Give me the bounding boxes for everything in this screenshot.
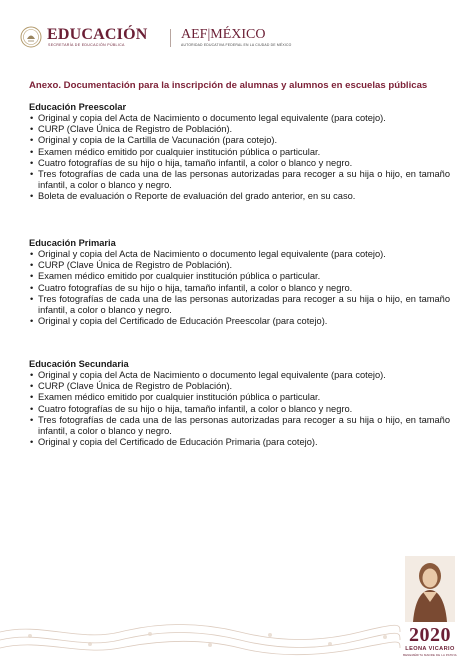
bullet-icon: • (30, 437, 34, 448)
bullet-icon: • (30, 169, 34, 180)
list-item (29, 381, 450, 392)
list-item (29, 294, 450, 316)
list-item-text: Tres fotografías de cada una de las personas autorizadas para recoger a su hija o hijo, en tamaño infantil, a color o blanco y negro. (38, 293, 450, 316)
leona-vicario-portrait-icon (405, 556, 455, 622)
list-item-text: Original y copia del Acta de Nacimiento o documento legal equivalente (para cotejo). (38, 249, 386, 259)
list-item (29, 158, 450, 169)
list-item (29, 135, 450, 146)
list-item (29, 283, 450, 294)
section-preescolar (29, 101, 450, 203)
list-item (29, 437, 450, 448)
bullet-icon: • (30, 271, 34, 282)
list-item-text: Examen médico emitido por cualquier institución pública o particular. (38, 271, 321, 282)
list-item (29, 249, 450, 260)
list-item (29, 392, 450, 403)
list-item (29, 260, 450, 271)
bullet-icon: • (30, 370, 34, 380)
list-item-text: Boleta de evaluación o Reporte de evaluación del grado anterior, en su caso. (38, 191, 356, 202)
list-item (29, 113, 450, 124)
list-item-text: Original y copia del Acta de Nacimiento o documento legal equivalente (para cotejo). (38, 370, 386, 380)
list-item (29, 147, 450, 158)
page-header (20, 26, 460, 52)
footer-subtitle: BENEMÉRITA MADRE DE LA PATRIA (403, 653, 457, 657)
footer-year: 2020 (409, 624, 451, 646)
bullet-icon: • (30, 282, 34, 293)
list-item-text: Original y copia del Certificado de Educación Preescolar (para cotejo). (38, 316, 328, 327)
list-item (29, 191, 450, 202)
list-item (29, 370, 450, 381)
section-heading: Educación Preescolar (29, 102, 127, 112)
list-item (29, 169, 450, 191)
list-item-text: Original y copia del Certificado de Educación Primaria (para cotejo). (38, 437, 318, 448)
list-item (29, 271, 450, 282)
list-item (29, 316, 450, 327)
bullet-icon: • (30, 135, 34, 146)
list-item-text: Examen médico emitido por cualquier institución pública o particular. (38, 392, 321, 403)
section-secundaria (29, 358, 450, 448)
list-item-text: Original y copia del Acta de Nacimiento o documento legal equivalente (para cotejo). (38, 113, 386, 123)
list-item-text: CURP (Clave Única de Registro de Población). (38, 124, 233, 135)
header-divider (170, 29, 171, 47)
section-heading: Educación Secundaria (29, 359, 129, 369)
bullet-icon: • (30, 249, 34, 259)
footer-name: LEONA VICARIO (405, 646, 455, 652)
bullet-icon: • (30, 381, 34, 392)
requirements-list (29, 370, 450, 448)
list-item (29, 124, 450, 135)
bullet-icon: • (30, 403, 34, 414)
list-item-text: Cuatro fotografías de su hijo o hija, tamaño infantil, a color o blanco y negro. (38, 282, 353, 293)
list-item (29, 404, 450, 415)
list-item-text: Examen médico emitido por cualquier institución pública o particular. (38, 146, 321, 157)
bullet-icon: • (30, 124, 34, 135)
bullet-icon: • (30, 316, 34, 327)
aef-logo-text: AEF|MÉXICO (181, 27, 266, 42)
section-heading: Educación Primaria (29, 238, 116, 248)
education-logo-subtitle: SECRETARÍA DE EDUCACIÓN PÚBLICA (48, 43, 125, 47)
aef-logo-subtitle: AUTORIDAD EDUCATIVA FEDERAL EN LA CIUDAD DE MÉXICO (181, 43, 292, 47)
list-item-text: Cuatro fotografías de su hijo o hija, tamaño infantil, a color o blanco y negro. (38, 403, 353, 414)
bullet-icon: • (30, 191, 34, 202)
list-item-text: Original y copia de la Cartilla de Vacunación (para cotejo). (38, 135, 278, 146)
bullet-icon: • (30, 157, 34, 168)
bullet-icon: • (30, 146, 34, 157)
bullet-icon: • (30, 113, 34, 123)
requirements-list (29, 113, 450, 203)
list-item-text: CURP (Clave Única de Registro de Población). (38, 260, 233, 271)
bullet-icon: • (30, 293, 34, 304)
requirements-list (29, 249, 450, 327)
list-item (29, 415, 450, 437)
list-item-text: CURP (Clave Única de Registro de Población). (38, 381, 233, 392)
national-seal-icon (20, 26, 42, 48)
bullet-icon: • (30, 392, 34, 403)
list-item-text: Tres fotografías de cada una de las personas autorizadas para recoger a su hija o hijo, en tamaño infantil, a color o blanco y negro. (38, 414, 450, 437)
list-item-text: Tres fotografías de cada una de las personas autorizadas para recoger a su hija o hijo, en tamaño infantil, a color o blanco y negro. (38, 169, 450, 191)
bullet-icon: • (30, 260, 34, 271)
bullet-icon: • (30, 414, 34, 425)
list-item-text: Cuatro fotografías de su hijo o hija, tamaño infantil, a color o blanco y negro. (38, 157, 353, 168)
section-primaria (29, 237, 450, 327)
education-logo-text: EDUCACIÓN (47, 26, 148, 43)
document-title: Anexo. Documentación para la inscripción de alumnas y alumnos en escuelas públicas (29, 80, 428, 91)
